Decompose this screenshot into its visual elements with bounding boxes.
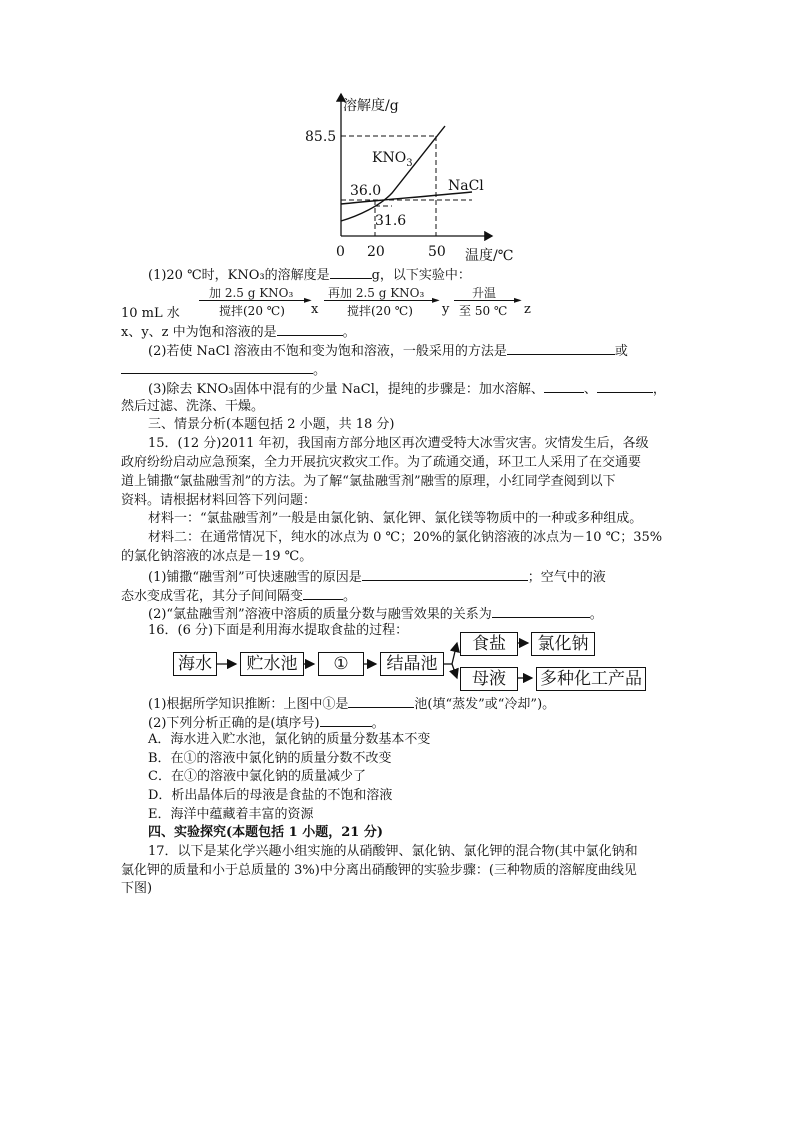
q2-text: (2)若使 NaCl 溶液由不饱和变为饱和溶液，一般采用的方法是 <box>148 344 507 359</box>
y-axis-label: 溶解度/g <box>343 98 399 114</box>
option-d: D．析出晶体后的母液是食盐的不饱和溶液 <box>148 788 393 803</box>
p15-q1-text: (1)铺撒“融雪剂”可快速融雪的原因是 <box>148 570 362 585</box>
flow-box-chemical-products: 多种化工产品 <box>536 667 646 691</box>
flow-box-reservoir: 贮水池 <box>240 652 304 676</box>
arrow-head: ► <box>514 295 522 306</box>
y-label: y <box>442 302 450 317</box>
q1-question-text: x、y、z 中为饱和溶液的是 <box>121 325 277 340</box>
q2-or: 或 <box>614 344 628 359</box>
flow-box-mother-liquor: 母液 <box>460 667 518 691</box>
origin-label: 0 <box>336 244 345 260</box>
answer-blank[interactable] <box>492 604 590 618</box>
q3-line <box>148 379 708 399</box>
option-e: E．海洋中蕴藏着丰富的资源 <box>148 807 314 822</box>
q2-line <box>148 341 708 361</box>
p15-q1 <box>148 567 708 587</box>
p16-q1 <box>148 694 708 714</box>
punct: ， <box>652 382 666 397</box>
q3-line2: 然后过滤、洗涤、干燥。 <box>121 399 265 414</box>
p15-line2: 政府纷纷启动应急预案，全力开展抗灾救灾工作。为了疏通交通，环卫工人采用了在交通要 <box>121 455 642 470</box>
material-2: 材料二：在通常情况下，纯水的冰点为 0 ℃；20%的氯化钠溶液的冰点为－10 ℃；35% <box>148 530 663 545</box>
answer-blank[interactable] <box>507 341 615 355</box>
option-a: A．海水进入贮水池，氯化钠的质量分数基本不变 <box>148 732 431 747</box>
flow-box-seawater: 海水 <box>173 652 217 676</box>
p15-q1-text3: 态水变成雪花，其分子间间隔变 <box>121 589 304 604</box>
flow-box-crystallizer: 结晶池 <box>380 652 444 676</box>
value-31-6-label: 31.6 <box>375 213 407 229</box>
step1-top: 加 2.5 g KNO₃ <box>209 286 294 300</box>
q1-unit: g，以下实验中： <box>371 268 471 283</box>
step1-bottom: 搅拌(20 ℃) <box>219 304 285 318</box>
x-axis-label: 温度/℃ <box>465 248 514 264</box>
x-tick-20: 20 <box>367 244 385 260</box>
value-85-5-label: 85.5 <box>305 129 337 145</box>
legend-kno3: $KNO_3$ <box>372 150 413 169</box>
answer-blank[interactable] <box>330 265 372 279</box>
p15-q1-text2: ；空气中的液 <box>527 570 606 585</box>
p15-line1: 15．(12 分)2011 年初，我国南方部分地区再次遭受特大冰雪灾害。灾情发生后，各级 <box>148 436 649 451</box>
punct: 。 <box>371 716 385 731</box>
punct: 、 <box>583 382 597 397</box>
p15-q1-line2 <box>121 586 681 606</box>
answer-blank[interactable] <box>597 379 653 393</box>
answer-blank[interactable] <box>121 360 313 374</box>
section-3-heading: 三、情景分析(本题包括 2 小题，共 18 分) <box>148 417 395 432</box>
series-kno3-line <box>341 126 445 221</box>
start-water: 10 mL 水 <box>121 306 180 321</box>
step2-arrow <box>324 300 436 301</box>
q1-question <box>121 322 681 342</box>
arrow-head: ► <box>304 295 312 306</box>
p15-q2 <box>148 604 708 624</box>
solubility-chart <box>300 88 530 266</box>
flow-diagram <box>170 628 650 694</box>
punct: 。 <box>342 325 356 340</box>
flow-box-salt: 食盐 <box>460 632 518 656</box>
step3-arrow <box>454 300 518 301</box>
material-2b: 的氯化钠溶液的冰点是－19 ℃。 <box>121 549 313 564</box>
answer-blank[interactable] <box>320 713 372 727</box>
p15-q2-text: (2)“氯盐融雪剂”溶液中溶质的质量分数与融雪效果的关系为 <box>148 607 492 622</box>
flow-box-sodium-chloride: 氯化钠 <box>531 632 595 656</box>
p16-q2-text: (2)下列分析正确的是(填序号) <box>148 716 320 731</box>
process-diagram <box>121 282 541 322</box>
punct: 。 <box>313 363 327 378</box>
flow-box-step-1: ① <box>318 652 364 676</box>
legend-nacl: NaCl <box>448 178 484 194</box>
p15-line4: 资料。请根据材料回答下列问题： <box>121 493 317 508</box>
step3-bottom: 至 50 ℃ <box>459 304 508 318</box>
x-label: x <box>311 302 319 317</box>
x-tick-50: 50 <box>428 244 446 260</box>
answer-blank[interactable] <box>544 379 584 393</box>
q3-text: (3)除去 KNO₃固体中混有的少量 NaCl，提纯的步骤是：加水溶解、 <box>148 382 544 397</box>
value-36-label: 36.0 <box>350 183 382 199</box>
option-c: C．在①的溶液中氯化钠的质量减少了 <box>148 769 366 784</box>
answer-blank[interactable] <box>348 694 414 708</box>
punct: 。 <box>589 607 603 622</box>
punct: 。 <box>343 589 357 604</box>
section-4-heading: 四、实验探究(本题包括 1 小题，21 分) <box>148 825 384 840</box>
q1-text: (1)20 ℃时，KNO₃的溶解度是 <box>148 268 330 283</box>
step1-arrow <box>199 300 309 301</box>
z-label: z <box>524 302 531 317</box>
step3-top: 升温 <box>472 286 497 300</box>
p17-line3: 下图) <box>121 881 153 896</box>
p16-q1-text2: 池(填“蒸发”或“冷却”)。 <box>414 697 556 712</box>
p15-line3: 道上铺撒“氯盐融雪剂”的方法。为了解“氯盐融雪剂”融雪的原理，小红同学查阅到以下 <box>121 474 616 489</box>
answer-blank[interactable] <box>277 322 343 336</box>
answer-blank[interactable] <box>362 567 528 581</box>
p16-heading: 16．(6 分)下面是利用海水提取食盐的过程： <box>148 623 409 638</box>
arrow-head: ► <box>432 295 440 306</box>
q2-line2 <box>121 360 681 380</box>
p16-q1-text: (1)根据所学知识推断：上图中①是 <box>148 697 349 712</box>
p17-line1: 17．以下是某化学兴趣小组实施的从硝酸钾、氯化钠、氯化钾的混合物(其中氯化钠和 <box>148 844 638 859</box>
option-b: B．在①的溶液中氯化钠的质量分数不改变 <box>148 751 392 766</box>
step2-bottom: 搅拌(20 ℃) <box>347 304 413 318</box>
answer-blank[interactable] <box>303 586 343 600</box>
material-1: 材料一：“氯盐融雪剂”一般是由氯化钠、氯化钾、氯化镁等物质中的一种或多种组成。 <box>148 511 643 526</box>
p16-q2 <box>148 713 708 733</box>
p17-line2: 氯化钾的质量和小于总质量的 3%)中分离出硝酸钾的实验步骤：(三种物质的溶解度曲线见 <box>121 863 637 878</box>
step2-top: 再加 2.5 g KNO₃ <box>328 286 425 300</box>
